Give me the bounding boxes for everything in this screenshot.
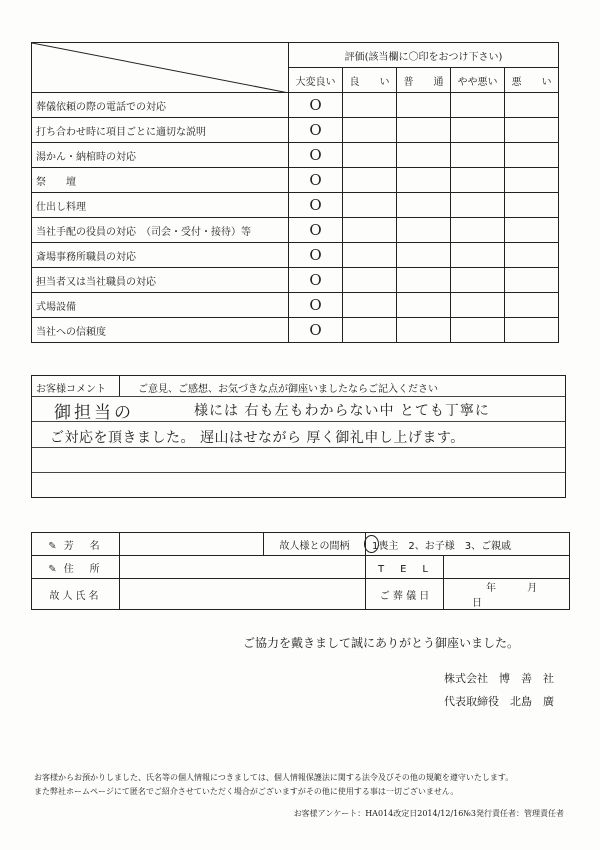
tel-label: T E L (366, 556, 444, 579)
rating-cell[interactable] (451, 193, 505, 218)
comment-text-1b: 様には 右も左もわからない中 とても丁寧に (194, 403, 490, 419)
comment-prompt: ご意見、ご感想、お気づきな点が御座いましたならご記入ください (138, 384, 438, 395)
rating-cell[interactable] (451, 143, 505, 168)
rating-row (32, 268, 559, 293)
deceased-label: 故人氏名 (32, 579, 120, 610)
rating-cell[interactable] (397, 218, 451, 243)
circle-mark: O (309, 220, 322, 239)
thanks-message: ご協力を戴きまして誠にありがとう御座いました。 (243, 636, 520, 650)
circle-mark: O (309, 120, 322, 139)
rating-cell[interactable] (397, 268, 451, 293)
rating-cell[interactable] (451, 268, 505, 293)
rating-cell[interactable] (289, 93, 343, 118)
rating-cell[interactable] (505, 93, 559, 118)
rating-cell[interactable] (289, 268, 343, 293)
rating-cell[interactable] (505, 318, 559, 343)
rating-cell[interactable] (289, 293, 343, 318)
comment-line-4 (32, 472, 565, 473)
company-representative: 代表取締役 北島 廣 (444, 695, 554, 708)
address-field[interactable] (120, 556, 366, 579)
rating-row (32, 193, 559, 218)
rating-row (32, 93, 559, 118)
circle-mark: O (309, 145, 322, 164)
rating-question: 担当者又は当社職員の対応 (32, 268, 289, 293)
rating-cell[interactable] (289, 193, 343, 218)
rating-question: 仕出し料理 (32, 193, 289, 218)
tel-field[interactable] (444, 556, 570, 579)
rating-cell[interactable] (451, 168, 505, 193)
rating-table-corner (32, 43, 289, 93)
relation-options-cell[interactable] (366, 533, 570, 556)
date-year-label: 年 (486, 583, 496, 594)
rating-column-header: 悪 い (505, 68, 559, 93)
rating-column-header: 大変良い (289, 68, 343, 93)
address-label-cell (32, 556, 120, 579)
rating-cell[interactable] (451, 118, 505, 143)
rating-cell[interactable] (289, 218, 343, 243)
rating-cell[interactable] (451, 93, 505, 118)
rating-cell[interactable] (505, 293, 559, 318)
rating-row (32, 243, 559, 268)
rating-cell[interactable] (397, 93, 451, 118)
comment-text-1a: 御担当の (54, 403, 134, 423)
rating-cell[interactable] (451, 318, 505, 343)
rating-question: 湯かん・納棺時の対応 (32, 143, 289, 168)
rating-cell[interactable] (343, 243, 397, 268)
rating-cell[interactable] (397, 118, 451, 143)
customer-info-table (31, 532, 570, 610)
rating-cell[interactable] (505, 243, 559, 268)
rating-row (32, 168, 559, 193)
rating-cell[interactable] (505, 143, 559, 168)
circle-mark: O (309, 270, 322, 289)
circle-mark: O (309, 295, 322, 314)
form-id: お客様アンケート：HA014改定日2014/12/16№3発行責任者：管理責任者 (293, 809, 564, 818)
rating-question: 葬儀依頼の際の電話での対応 (32, 93, 289, 118)
relation-selected-circle (364, 535, 379, 553)
address-label: 住 所 (63, 563, 103, 575)
bleed-through-text (120, 6, 500, 20)
rating-cell[interactable] (451, 243, 505, 268)
rating-cell[interactable] (505, 268, 559, 293)
date-day-label: 日 (472, 598, 482, 609)
rating-cell[interactable] (397, 193, 451, 218)
rating-question: 打ち合わせ時に項目ごとに適切な説明 (32, 118, 289, 143)
comment-label: お客様コメント (36, 384, 106, 395)
rating-question: 祭 壇 (32, 168, 289, 193)
rating-question: 式場設備 (32, 293, 289, 318)
rating-cell[interactable] (397, 168, 451, 193)
rating-table (31, 42, 559, 343)
rating-cell[interactable] (505, 218, 559, 243)
name-field[interactable] (120, 533, 264, 556)
rating-cell[interactable] (343, 318, 397, 343)
deceased-name-field[interactable] (120, 579, 366, 610)
circle-mark: O (309, 195, 322, 214)
rating-cell[interactable] (343, 193, 397, 218)
rating-row (32, 118, 559, 143)
rating-cell[interactable] (451, 218, 505, 243)
circle-mark: O (309, 170, 322, 189)
rating-cell[interactable] (505, 168, 559, 193)
rating-cell[interactable] (505, 118, 559, 143)
rating-cell[interactable] (343, 293, 397, 318)
rating-column-header: やや悪い (451, 68, 505, 93)
corner-diagonal (32, 43, 289, 93)
rating-row (32, 143, 559, 168)
circle-mark: O (309, 245, 322, 264)
rating-cell[interactable] (289, 243, 343, 268)
rating-cell[interactable] (397, 318, 451, 343)
rating-question: 当社手配の役員の対応 （司会・受付・接待）等 (32, 218, 289, 243)
rating-header: 評価(該当欄に〇印をおつけ下さい) (289, 43, 559, 68)
rating-column-header: 普 通 (397, 68, 451, 93)
comment-text-2: ご対応を頂きました。 遅山はせながら 厚く御礼申し上げます。 (50, 430, 465, 446)
rating-row (32, 218, 559, 243)
name-label-cell (32, 533, 120, 556)
rating-row (32, 318, 559, 343)
comment-line-3 (32, 447, 565, 448)
rating-cell[interactable] (343, 93, 397, 118)
relation-options: 1喪主 2、お子様 3、ご親戚 (372, 540, 512, 552)
pen-mark-icon: ✎ (48, 540, 60, 552)
rating-cell[interactable] (397, 293, 451, 318)
rating-cell[interactable] (451, 293, 505, 318)
rating-cell[interactable] (505, 193, 559, 218)
comment-line-1 (32, 396, 565, 397)
relation-label: 故人様との間柄 (264, 533, 366, 556)
rating-cell[interactable] (289, 168, 343, 193)
circle-mark: O (309, 95, 322, 114)
rating-row (32, 293, 559, 318)
rating-cell[interactable] (343, 218, 397, 243)
company-name: 株式会社 博 善 社 (444, 672, 554, 685)
rating-question: 斎場事務所職員の対応 (32, 243, 289, 268)
name-label: 芳 名 (63, 540, 103, 552)
privacy-notice-line-2: また弊社ホームページにて匿名でご紹介させていただく場合がございますがその他に使用する事は一切ございません。 (34, 787, 459, 796)
funeral-date-label: ご 葬 儀 日 (366, 579, 444, 610)
rating-cell[interactable] (343, 168, 397, 193)
rating-cell[interactable] (343, 143, 397, 168)
funeral-date-field[interactable] (444, 579, 570, 610)
rating-cell[interactable] (343, 268, 397, 293)
rating-cell[interactable] (397, 143, 451, 168)
privacy-notice-line-1: お客様からお預かりしました、氏名等の個人情報につきましては、個人情報保護法に関する法令及びその他の規範を遵守いたします。 (34, 773, 514, 782)
circle-mark: O (309, 320, 322, 339)
pen-mark-icon: ✎ (48, 563, 60, 575)
rating-cell[interactable] (397, 243, 451, 268)
rating-cell[interactable] (343, 118, 397, 143)
date-month-label: 月 (527, 583, 538, 594)
comment-label-divider (119, 376, 120, 396)
rating-cell[interactable] (289, 118, 343, 143)
comment-box (31, 375, 566, 498)
rating-cell[interactable] (289, 143, 343, 168)
rating-column-header: 良 い (343, 68, 397, 93)
rating-cell[interactable] (289, 318, 343, 343)
rating-question: 当社への信頼度 (32, 318, 289, 343)
